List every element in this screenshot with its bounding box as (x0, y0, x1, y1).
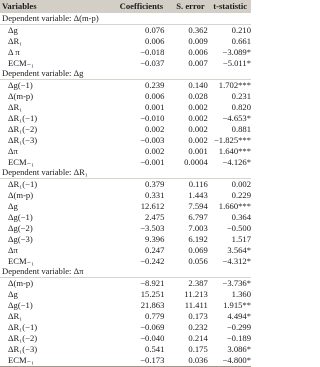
variable-cell: ΔR₁(−2) (8, 123, 38, 134)
variable-cell: Δg(−2) (8, 222, 33, 233)
variable-cell: Δg (8, 24, 18, 35)
coefficient-cell: 0.379 (145, 179, 165, 190)
std-error-cell: 0.362 (188, 24, 208, 35)
std-error-cell: 0.140 (188, 80, 208, 91)
table-row (0, 146, 251, 157)
t-statistic-cell: 1.702*** (218, 80, 252, 91)
t-statistic-cell: −3.736* (222, 278, 252, 289)
std-error-cell: 0.028 (188, 91, 208, 102)
coefficient-cell: −0.037 (140, 57, 165, 68)
std-error-cell: 0.173 (188, 311, 208, 322)
coefficient-cell: 0.076 (145, 24, 165, 35)
coefficient-cell: 0.002 (145, 123, 165, 134)
coefficient-cell: −8.921 (140, 278, 165, 289)
table-row (0, 212, 251, 223)
variable-cell: ΔR₁ (8, 35, 23, 46)
variable-cell: Δ(m-p) (8, 91, 34, 102)
std-error-cell: 1.443 (188, 190, 208, 201)
t-statistic-cell: −3.089* (222, 46, 252, 57)
std-error-cell: 0.056 (188, 255, 208, 266)
variable-cell: ΔR₁(−1) (8, 179, 38, 190)
variable-cell: ΔR₁ (8, 102, 23, 113)
header-std-error: S. error (176, 1, 205, 11)
variable-cell: Δπ (8, 145, 18, 156)
table-row (0, 344, 251, 355)
std-error-cell: 0.002 (188, 134, 208, 145)
table-row (0, 47, 251, 58)
table-row (0, 135, 251, 146)
coefficient-cell: 0.001 (145, 102, 165, 113)
header-coefficients: Coefficients (119, 1, 164, 11)
t-statistic-cell: −4.312* (222, 255, 252, 266)
coefficient-cell: 2.475 (145, 212, 165, 223)
variable-cell: Δ π (8, 46, 20, 57)
coefficient-cell: −0.010 (140, 113, 165, 124)
t-statistic-cell: 0.231 (231, 91, 252, 102)
coefficient-cell: −0.242 (140, 255, 165, 266)
table-body (0, 13, 251, 366)
std-error-cell: 6.192 (188, 233, 208, 244)
t-statistic-cell: −0.189 (226, 332, 252, 343)
t-statistic-cell: 3.086* (227, 343, 252, 354)
table-row (0, 157, 251, 168)
coefficient-cell: −0.040 (140, 332, 165, 343)
coefficient-cell: 0.541 (145, 343, 165, 354)
table-bottom-rule (0, 366, 251, 367)
table-header (0, 0, 251, 13)
t-statistic-cell: −5.011* (222, 57, 252, 68)
table-row (0, 124, 251, 135)
table-row (0, 289, 251, 300)
t-statistic-cell: 1.517 (231, 233, 252, 244)
variable-cell: Δg (8, 289, 18, 300)
coefficient-cell: 0.006 (145, 91, 165, 102)
coefficient-cell: −0.069 (140, 321, 165, 332)
variable-cell: ΔR₁(−3) (8, 343, 38, 354)
variable-cell: ECM₋₁ (8, 354, 35, 365)
table-row (0, 25, 251, 36)
std-error-cell: 0.0004 (184, 156, 208, 167)
variable-cell: ΔR₁(−2) (8, 332, 38, 343)
t-statistic-cell: 0.210 (231, 24, 252, 35)
header-t-statistic: t-statistic (213, 1, 248, 11)
table-row (0, 333, 251, 344)
coefficient-cell: 12.612 (140, 201, 165, 212)
t-statistic-cell: 4.494* (227, 311, 252, 322)
table-row (0, 80, 251, 91)
coefficient-cell: −0.003 (140, 134, 165, 145)
section-title: Dependent variable: Δ(m-p) (0, 13, 251, 25)
t-statistic-cell: 0.002 (231, 179, 252, 190)
table-row (0, 36, 251, 47)
coefficient-cell: −0.018 (140, 46, 165, 57)
t-statistic-cell: −0.299 (226, 321, 252, 332)
std-error-cell: 2.387 (188, 278, 208, 289)
coefficient-cell: 9.396 (145, 233, 165, 244)
table-row (0, 278, 251, 289)
table-row (0, 234, 251, 245)
coefficient-cell: −0.001 (140, 156, 165, 167)
coefficient-cell: 21.863 (140, 300, 165, 311)
std-error-cell: 0.007 (188, 57, 208, 68)
t-statistic-cell: 0.820 (231, 102, 252, 113)
t-statistic-cell: −1.825*** (213, 134, 252, 145)
t-statistic-cell: 1.360 (231, 289, 252, 300)
coefficient-cell: 0.247 (145, 244, 165, 255)
section-title: Dependent variable: Δg (0, 68, 251, 80)
t-statistic-cell: −4.126* (222, 156, 252, 167)
table-row (0, 245, 251, 256)
variable-cell: Δg(−1) (8, 212, 33, 223)
variable-cell: Δg(−1) (8, 80, 33, 91)
t-statistic-cell: 1.660*** (218, 201, 252, 212)
variable-cell: ΔR₁ (8, 311, 23, 322)
table-row (0, 102, 251, 113)
variable-cell: Δ(m-p) (8, 190, 34, 201)
section-title: Dependent variable: Δπ (0, 266, 251, 278)
section-title: Dependent variable: ΔR₁ (0, 167, 251, 179)
std-error-cell: 0.069 (188, 244, 208, 255)
table-row (0, 355, 251, 366)
table-row (0, 58, 251, 69)
t-statistic-cell: 0.881 (231, 123, 252, 134)
std-error-cell: 0.214 (188, 332, 208, 343)
table-row (0, 179, 251, 190)
std-error-cell: 0.116 (188, 179, 208, 190)
std-error-cell: 0.002 (188, 102, 208, 113)
std-error-cell: 11.411 (184, 300, 208, 311)
table-row (0, 201, 251, 212)
t-statistic-cell: −4.653* (222, 113, 252, 124)
std-error-cell: 0.002 (188, 123, 208, 134)
t-statistic-cell: 0.364 (231, 212, 252, 223)
coefficient-cell: 0.002 (145, 145, 165, 156)
coefficient-cell: 0.331 (145, 190, 165, 201)
variable-cell: ECM₋₁ (8, 156, 35, 167)
std-error-cell: 7.003 (188, 222, 208, 233)
table-row (0, 91, 251, 102)
coefficient-cell: 15.251 (140, 289, 165, 300)
table-row (0, 113, 251, 124)
std-error-cell: 7.594 (188, 201, 208, 212)
std-error-cell: 6.797 (188, 212, 208, 223)
header-variables: Variables (2, 1, 37, 11)
coefficient-cell: −3.503 (140, 222, 165, 233)
table-row (0, 256, 251, 267)
table-row (0, 190, 251, 201)
variable-cell: Δπ (8, 244, 18, 255)
t-statistic-cell: 0.661 (231, 35, 252, 46)
std-error-cell: 0.175 (188, 343, 208, 354)
coefficient-cell: 0.779 (145, 311, 165, 322)
t-statistic-cell: −4.800* (222, 354, 252, 365)
t-statistic-cell: −0.500 (226, 222, 252, 233)
coefficient-cell: −0.173 (140, 354, 165, 365)
variable-cell: Δg(−3) (8, 233, 33, 244)
variable-cell: ECM₋₁ (8, 57, 35, 68)
variable-cell: ΔR₁(−3) (8, 134, 38, 145)
std-error-cell: 0.006 (188, 46, 208, 57)
std-error-cell: 0.036 (188, 354, 208, 365)
table-row (0, 223, 251, 234)
std-error-cell: 0.002 (188, 113, 208, 124)
variable-cell: Δg(−1) (8, 300, 33, 311)
std-error-cell: 0.001 (188, 145, 208, 156)
std-error-cell: 0.009 (188, 35, 208, 46)
t-statistic-cell: 3.564* (227, 244, 252, 255)
t-statistic-cell: 1.640*** (218, 145, 252, 156)
table-row (0, 322, 251, 333)
table-row (0, 311, 251, 322)
variable-cell: ΔR₁(−1) (8, 113, 38, 124)
variable-cell: Δg (8, 201, 18, 212)
std-error-cell: 11.213 (184, 289, 208, 300)
variable-cell: Δ(m-p) (8, 278, 34, 289)
t-statistic-cell: 1.915** (223, 300, 252, 311)
std-error-cell: 0.232 (188, 321, 208, 332)
variable-cell: ΔR₁(−1) (8, 321, 38, 332)
coefficient-cell: 0.006 (145, 35, 165, 46)
coefficient-cell: 0.239 (145, 80, 165, 91)
table-row (0, 300, 251, 311)
variable-cell: ECM₋₁ (8, 255, 35, 266)
t-statistic-cell: 0.229 (231, 190, 252, 201)
